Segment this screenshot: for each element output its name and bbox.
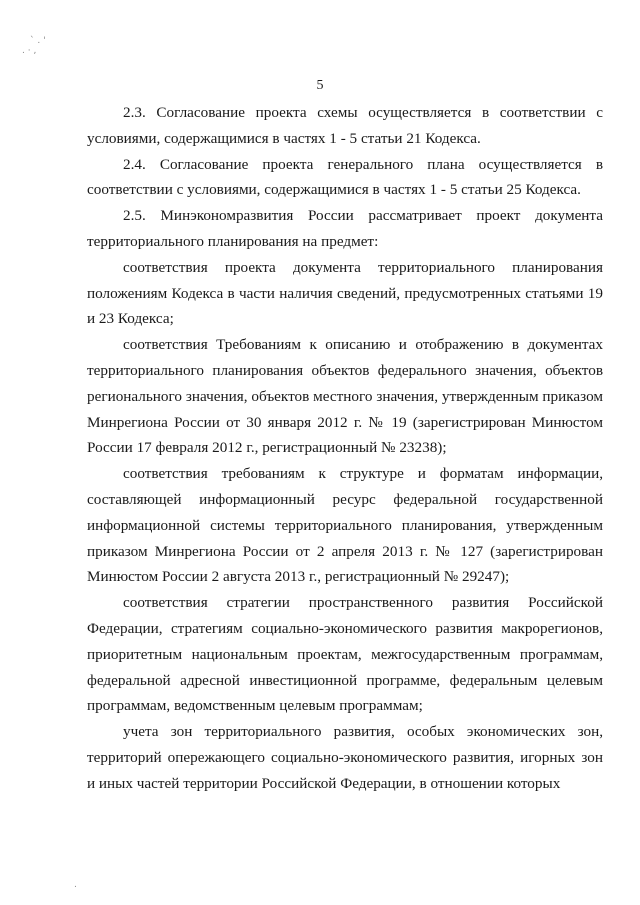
scan-artifact: . (74, 880, 77, 890)
list-item-codex-compliance: соответствия проекта документа территориального планирования положениям Кодекса в части наличия сведений, предусмотренных статьями 19 и 23 Кодекса; (87, 258, 603, 328)
scan-artifact: ` . ' (30, 36, 46, 46)
paragraph-2-5: 2.5. Минэкономразвития России рассматривает проект документа территориального планирования на предмет: (87, 207, 603, 250)
list-item-zones-accounting: учета зон территориального развития, особых экономических зон, территорий опережающего социально-экономического развития, игорных зон и иных частей территории Российской Федерации, в отношении которых (87, 723, 603, 792)
document-body (87, 100, 603, 797)
paragraph-2-4: 2.4. Согласование проекта генерального плана осуществляется в соответствии с условиями, содержащимися в частях 1 - 5 статьи 25 Кодекса. (87, 155, 603, 199)
list-item-requirements-order-19: соответствия Требованиям к описанию и отображению в документах территориального планирования объектов федерального значения, объектов регионального значения, объектов местного значения, утвержденным приказом Минрегиона России от 30 января 2012 г. № 19 (зарегистрирован Минюстом России 17 февраля 2012 г., регистрационный № 23238); (87, 336, 603, 457)
list-item-strategy-compliance: соответствия стратегии пространственного развития Российской Федерации, стратегиям социально-экономического развития макрорегионов, приоритетным национальным проектам, межгосударственным программам, федеральной адресной инвестиционной программе, федеральным целевым программам, ведомственным целевым программам; (87, 594, 603, 715)
scan-artifact: . · , (22, 46, 37, 56)
paragraph-2-3: 2.3. Согласование проекта схемы осуществляется в соответствии с условиями, содержащимися в частях 1 - 5 статьи 21 Кодекса. (87, 104, 603, 147)
list-item-requirements-order-127: соответствия требованиям к структуре и форматам информации, составляющей информационный ресурс федеральной государственной информационной системы территориального планирования, утвержденным приказом Минрегиона России от 2 апреля 2013 г. № 127 (зарегистрирован Минюстом России 2 августа 2013 г., регистрационный № 29247); (87, 465, 603, 586)
page-number: 5 (316, 78, 324, 93)
